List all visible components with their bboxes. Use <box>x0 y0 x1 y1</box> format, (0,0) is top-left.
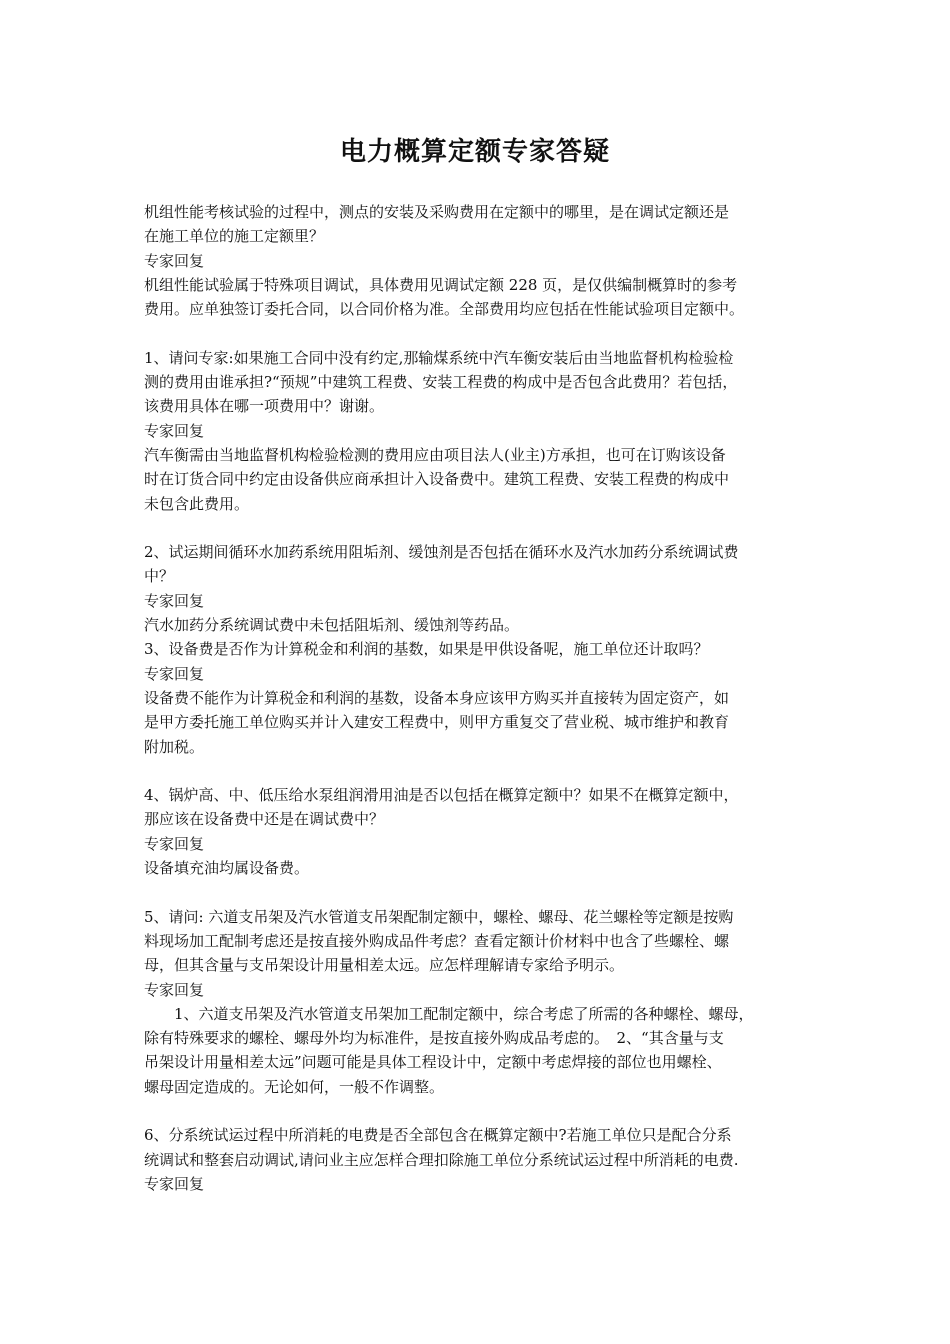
text-line: 时在订货合同中约定由设备供应商承担计入设备费中。建筑工程费、安装工程费的构成中 <box>144 470 730 489</box>
text-line: 1、请问专家:如果施工合同中没有约定,那输煤系统中汽车衡安装后由当地监督机构检验检 <box>144 348 734 367</box>
paragraph-gap <box>144 516 808 540</box>
text-line: 5、请问: 六道支吊架及汽水管道支吊架配制定额中，螺栓、螺母、花兰螺栓等定额是按购 <box>144 907 734 926</box>
paragraph-gap <box>144 759 808 783</box>
expert-reply-label: 专家回复 <box>144 1174 205 1193</box>
expert-reply-label: 专家回复 <box>144 980 205 999</box>
text-line: 那应该在设备费中还是在调试费中？ <box>144 810 385 829</box>
expert-reply-label: 专家回复 <box>144 834 205 853</box>
text-line: 除有特殊要求的螺栓、螺母外均为标准件，是按直接外购成品考虑的。 2、“其含量与支 <box>144 1029 724 1048</box>
text-line: 设备填充油均属设备费。 <box>144 859 310 878</box>
text-line: 在施工单位的施工定额里？ <box>144 227 325 246</box>
document-body <box>144 200 808 1196</box>
text-line: 附加税。 <box>144 737 205 756</box>
expert-reply-label: 专家回复 <box>144 664 205 683</box>
text-line: 测的费用由谁承担?“预规”中建筑工程费、安装工程费的构成中是否包含此费用？若包括， <box>144 373 738 392</box>
text-line: 机组性能试验属于特殊项目调试，具体费用见调试定额 228 页，是仅供编制概算时的参考 <box>144 275 738 294</box>
text-line: 设备费不能作为计算税金和利润的基数，设备本身应该甲方购买并直接转为固定资产，如 <box>144 688 730 707</box>
text-line: 6、分系统试运过程中所消耗的电费是否全部包含在概算定额中?若施工单位只是配合分系 <box>144 1126 732 1145</box>
text-line: 螺母固定造成的。无论如何，一般不作调整。 <box>144 1077 445 1096</box>
text-line: 1、六道支吊架及汽水管道支吊架加工配制定额中，综合考虑了所需的各种螺栓、螺母， <box>174 1004 754 1023</box>
text-line: 该费用具体在哪一项费用中？谢谢。 <box>144 397 385 416</box>
text-line: 3、设备费是否作为计算税金和利润的基数，如果是甲供设备呢，施工单位还计取吗？ <box>144 640 709 659</box>
text-line: 汽车衡需由当地监督机构检验检测的费用应由项目法人(业主)方承担，也可在订购该设备 <box>144 445 726 464</box>
expert-reply-label: 专家回复 <box>144 421 205 440</box>
text-line: 统调试和整套启动调试,请问业主应怎样合理扣除施工单位分系统试运过程中所消耗的电费. <box>144 1150 739 1169</box>
paragraph-gap <box>144 1099 808 1123</box>
text-line: 机组性能考核试验的过程中，测点的安装及采购费用在定额中的哪里，是在调试定额还是 <box>144 203 730 221</box>
expert-reply-label: 专家回复 <box>144 591 205 610</box>
paragraph-gap <box>144 321 808 345</box>
text-line: 中？ <box>144 567 175 586</box>
text-line: 吊架设计用量相差太远”问题可能是具体工程设计中，定额中考虑焊接的部位也用螺栓、 <box>144 1053 722 1072</box>
text-line: 4、锅炉高、中、低压给水泵组润滑用油是否以包括在概算定额中？如果不在概算定额中， <box>144 786 739 805</box>
text-line: 料现场加工配制考虑还是按直接外购成品件考虑？查看定额计价材料中也含了些螺栓、螺 <box>144 931 730 950</box>
text-line: 2、试运期间循环水加药系统用阻垢剂、缓蚀剂是否包括在循环水及汽水加药分系统调试费 <box>144 543 739 562</box>
document-title: 电力概算定额专家答疑 <box>339 137 610 167</box>
expert-reply-label: 专家回复 <box>144 251 205 270</box>
text-line: 费用。应单独签订委托合同，以合同价格为准。全部费用均应包括在性能试验项目定额中。 <box>144 300 745 319</box>
text-line: 汽水加药分系统调试费中未包括阻垢剂、缓蚀剂等药品。 <box>144 616 520 635</box>
paragraph-gap <box>144 880 808 904</box>
text-line: 未包含此费用。 <box>144 494 250 513</box>
text-line: 母，但其含量与支吊架设计用量相差太远。应怎样理解请专家给予明示。 <box>144 956 625 975</box>
text-line: 是甲方委托施工单位购买并计入建安工程费中，则甲方重复交了营业税、城市维护和教育 <box>144 713 730 732</box>
